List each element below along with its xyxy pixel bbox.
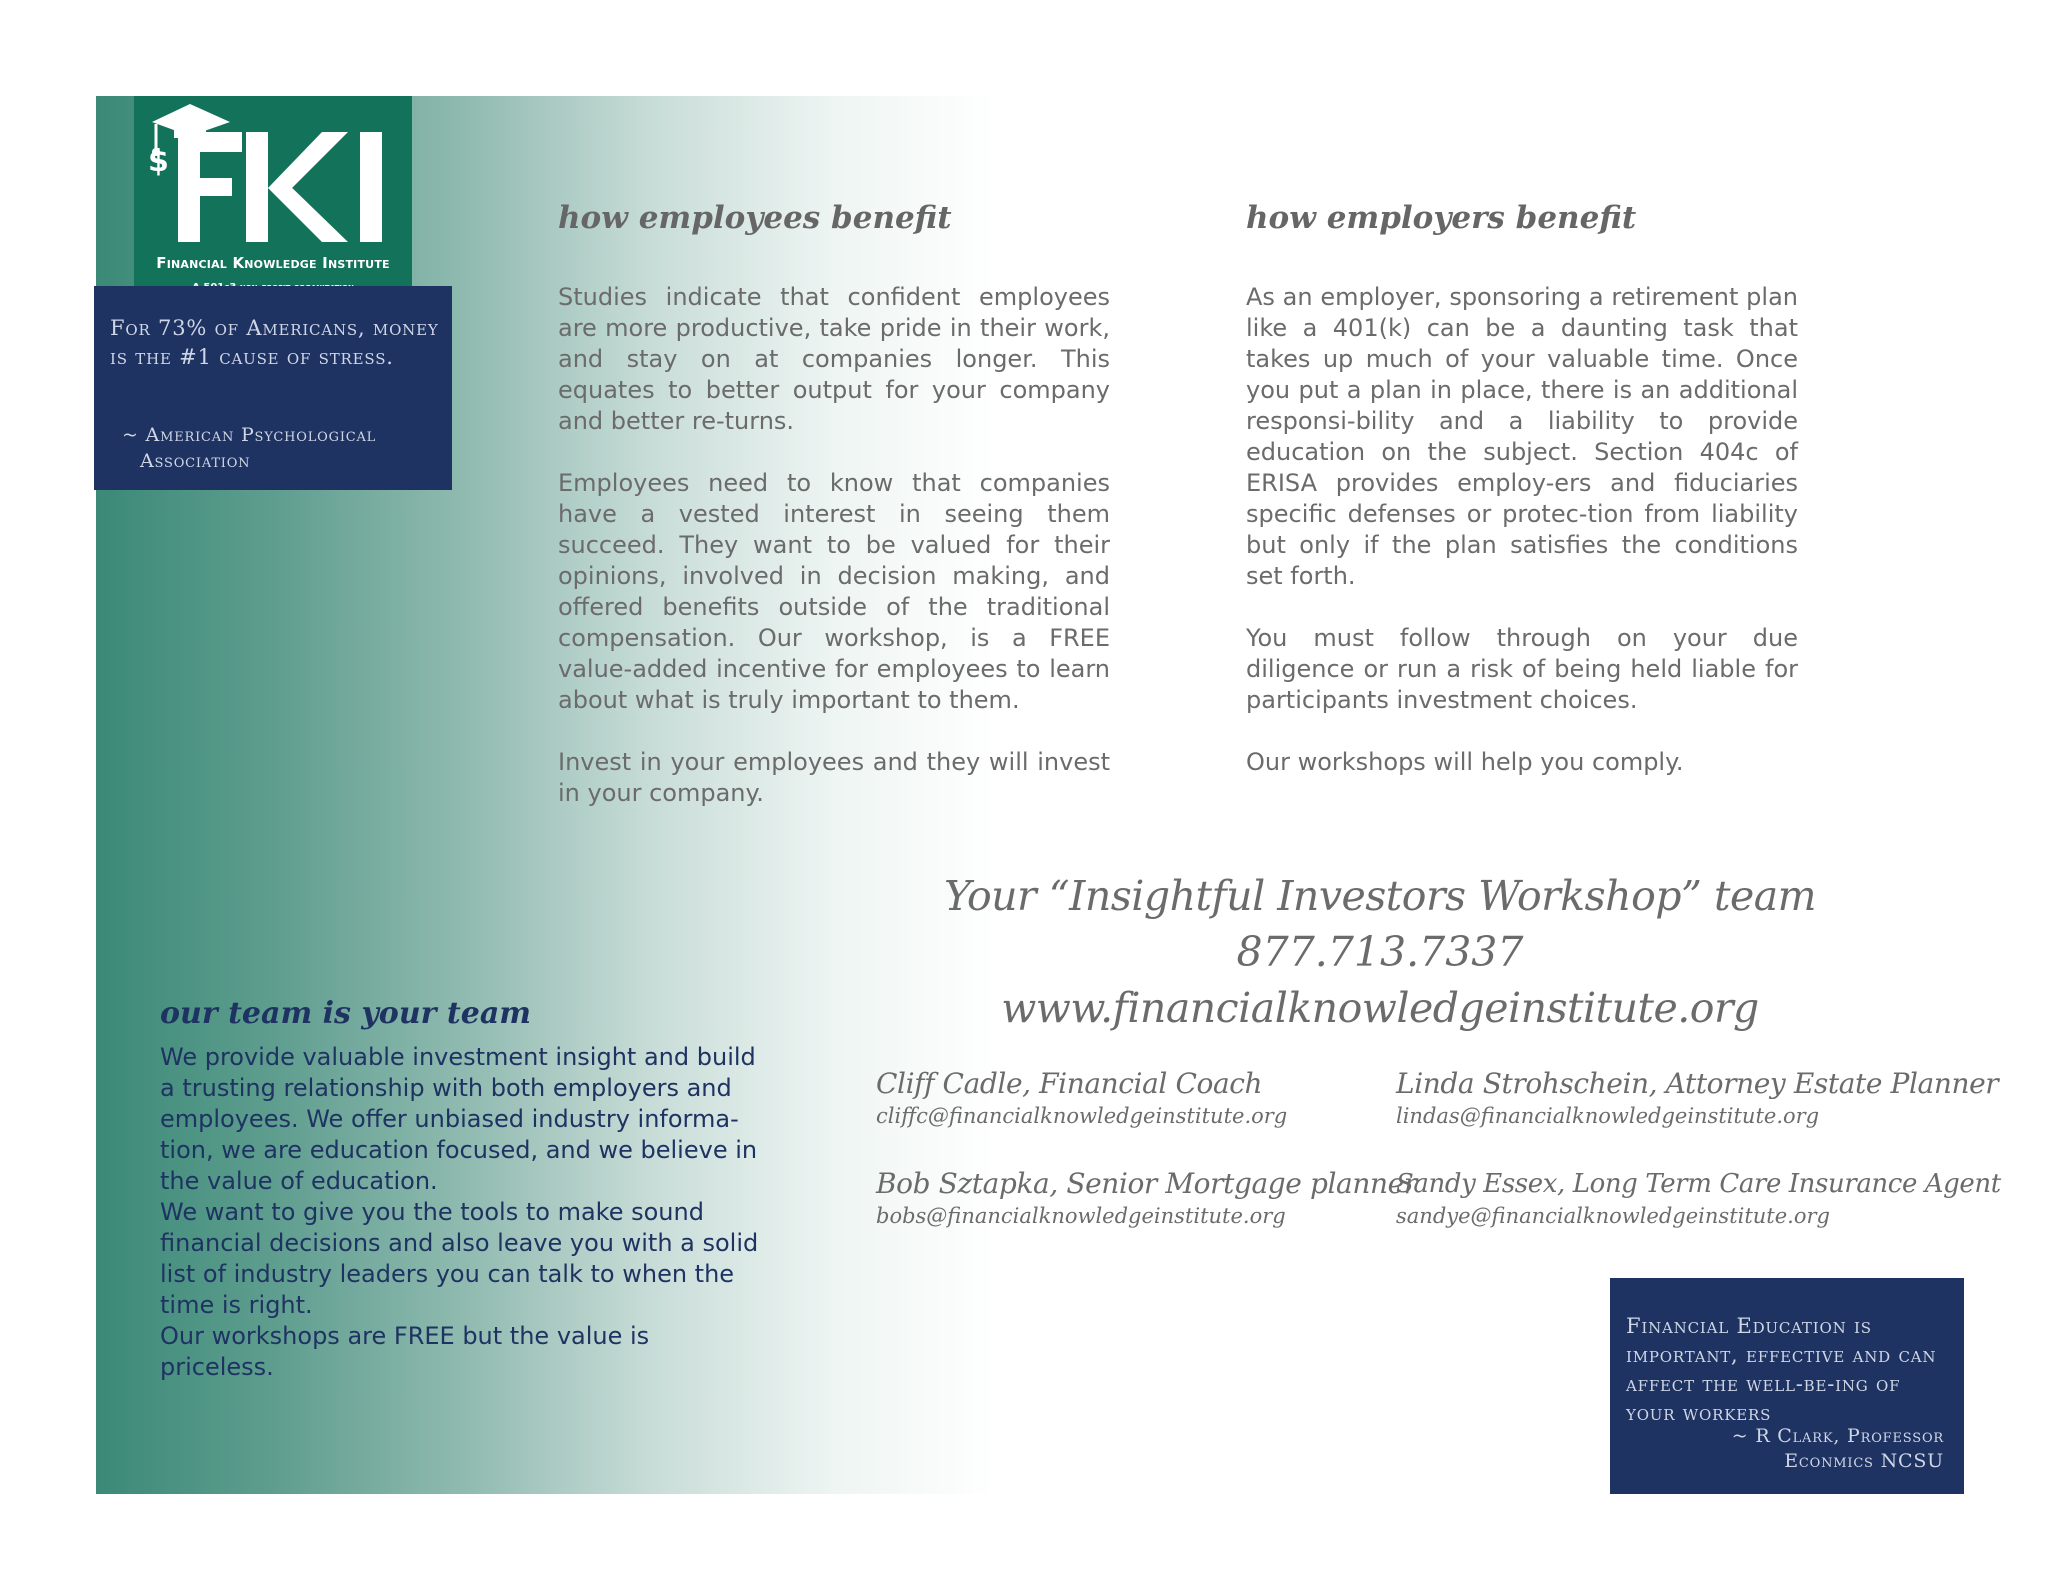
member-name: Linda Strohschein, Attorney Estate Planner	[1396, 1067, 1999, 1100]
education-quote-attribution	[1644, 1424, 1944, 1474]
member-name: Cliff Cadle, Financial Coach	[876, 1067, 1263, 1100]
fki-logo	[134, 96, 412, 306]
employees-heading: how employees benefit	[558, 200, 952, 236]
stress-quote-box	[94, 286, 452, 490]
workshop-title: Your “Insightful Investors Workshop” team	[943, 872, 1817, 920]
team-heading: our team is your team	[160, 996, 532, 1031]
attribution-line: ~ R Clark, Professor	[1731, 1425, 1944, 1447]
paragraph: As an employer, sponsoring a retirement plan like a 401(k) can be a daunting task that takes up much of your valuable time. Once you put a plan in place, there is an additional responsi-bility and a liability to provide education on the subject. Section 404c of ERISA provides employ-ers and fiduciaries specific defenses or protec-tion from liability but only if the plan satisfies the conditions set forth.	[1246, 283, 1798, 590]
attribution-line: Econmics NCSU	[1784, 1450, 1944, 1472]
dollar-sign: $	[148, 144, 169, 179]
education-quote-box	[1610, 1278, 1964, 1494]
paragraph: We want to give you the tools to make sound financial decisions and also leave you with a solid list of industry leaders you can talk to when the time is right.	[160, 1198, 759, 1319]
workshop-phone[interactable]: 877.713.7337	[1236, 928, 1524, 976]
workshop-website[interactable]: www.financialknowledgeinstitute.org	[1001, 984, 1759, 1032]
member-email[interactable]: bobs@financialknowledgeinstitute.org	[876, 1204, 1286, 1228]
education-quote-text: Financial Education is important, effective and can affect the well-be-ing of your workers	[1626, 1314, 1937, 1425]
employees-text	[558, 282, 1110, 809]
attribution-line: ~ American Psychological	[122, 424, 377, 446]
paragraph: We provide valuable investment insight and build a trusting relationship with both employers and employees. We offer unbiased industry informa-tion, we are education focused, and we believe in the value of education.	[160, 1043, 758, 1195]
member-email[interactable]: cliffc@financialknowledgeinstitute.org	[876, 1104, 1288, 1128]
employers-heading: how employers benefit	[1246, 200, 1637, 236]
paragraph: Invest in your employees and they will invest in your company.	[558, 748, 1110, 807]
paragraph: Our workshops are FREE but the value is priceless.	[160, 1322, 650, 1381]
workshop-contact	[860, 868, 1900, 1036]
team-member	[1396, 1166, 2001, 1230]
employers-text	[1246, 282, 1798, 778]
member-email[interactable]: sandye@financialknowledgeinstitute.org	[1396, 1204, 1830, 1228]
paragraph: You must follow through on your due diligence or run a risk of being held liable for participants investment choices.	[1246, 624, 1798, 714]
team-member	[876, 1066, 1287, 1130]
member-name: Bob Sztapka, Senior Mortgage planner	[876, 1167, 1417, 1200]
stress-quote-text: For 73% of Americans, money is the #1 cause of stress.	[110, 316, 439, 369]
team-text	[160, 1042, 760, 1383]
graduation-cap-icon	[134, 96, 412, 306]
team-member	[876, 1166, 1417, 1230]
paragraph: Employees need to know that companies have a vested interest in seeing them succeed. They want to be valued for their opinions, involved in decision making, and offered benefits outside of the traditional compensation. Our workshop, is a FREE value-added incentive for employees to learn about what is truly important to them.	[558, 469, 1110, 714]
paragraph: Our workshops will help you comply.	[1246, 748, 1684, 776]
member-name: Sandy Essex, Long Term Care Insurance Agent	[1396, 1169, 2001, 1199]
paragraph: Studies indicate that confident employees are more productive, take pride in their work, and stay on at companies longer. This equates to better output for your company and better re-turns.	[558, 283, 1110, 435]
org-name: Financial Knowledge Institute	[156, 254, 390, 272]
member-email[interactable]: lindas@financialknowledgeinstitute.org	[1396, 1104, 1820, 1128]
team-member	[1396, 1066, 1998, 1130]
attribution-line: Association	[140, 450, 251, 472]
stress-quote-attribution	[122, 422, 442, 474]
